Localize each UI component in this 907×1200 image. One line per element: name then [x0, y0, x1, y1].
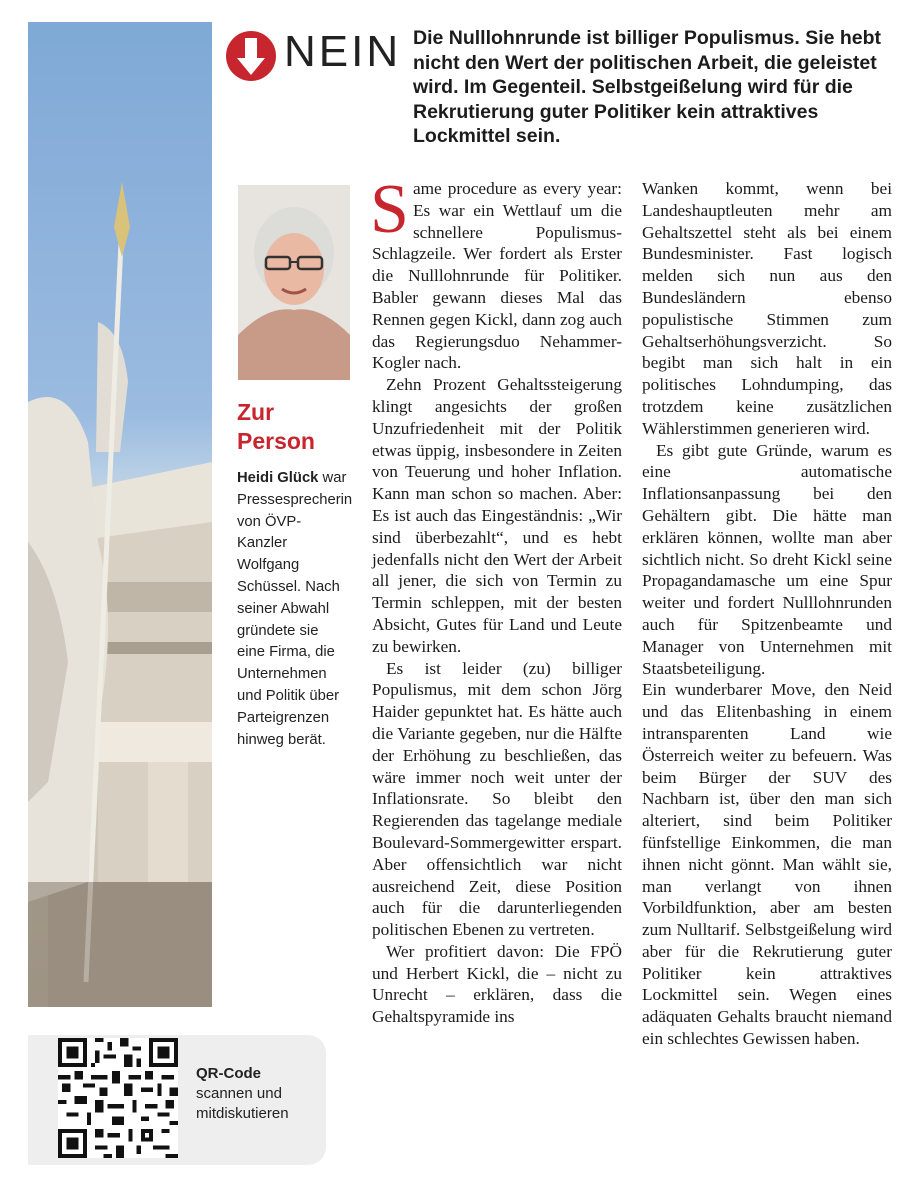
qr-caption	[196, 1064, 289, 1124]
article-paragraph: Ein wunderbarer Move, den Neid und das Elitenbashing in einem intransparenten Land wie Österreich weiter zu befeuern. Was beim Bürger der SUV des Nachbarn ist, über den man sich alteriert, sind beim Politiker fünfstellige Einkommen, die man ihnen nicht gönnt. Man wählt sie, man verlangt von ihnen Vorbildfunktion, aber am besten zum Nulltarif. Selbstgeißelung wird aber für die Rekrutierung guter Politiker kein attraktives Lockmittel sein. Wegen eines adäquaten Gehalts braucht niemand ein schlechtes Gewissen haben.	[642, 680, 892, 1049]
thumbs-down-arrow-icon	[225, 30, 277, 82]
qr-line2: mitdiskutieren	[196, 1105, 289, 1122]
profile-bio	[237, 468, 353, 751]
profile-title-line1: Zur	[237, 399, 275, 425]
article-paragraph: Wanken kommt, wenn bei Landeshauptleuten mehr am Gehaltszettel steht als bei einem Bundesminister. Fast logisch melden sich nun aus den Bundesländern ebenso populistische Stimmen zum Gehaltserhöhungsverzicht. So begibt man sich halt in ein politisches Lohndumping, das trotzdem keine zusätzlichen Wählerstimmen generieren wird.	[642, 179, 892, 438]
statue-photo	[28, 22, 212, 1007]
qr-line1: scannen und	[196, 1085, 282, 1102]
profile-title-line2: Person	[237, 428, 315, 454]
author-bio: war Pressesprecherin von ÖVP-Kanzler Wolfgang Schüssel. Nach seiner Abwahl gründete sie eine Firma, die Unternehmen und Politik über Parteigrenzen hinweg berät.	[237, 470, 353, 748]
article-paragraph	[370, 171, 622, 374]
author-portrait	[238, 185, 350, 380]
qr-title: QR-Code	[196, 1065, 261, 1082]
article-paragraph-text: ame procedure as every year: Es war ein Wettlauf um die schnellere Populismus-Schlagzeile. Wer fordert als Erster die Nulllohnrunde für Politiker. Babler gewann dieses Mal das Rennen gegen Kickl, dann zog auch das Regierungsduo Nehammer-Kogler nach.	[372, 179, 622, 373]
profile-title	[237, 398, 315, 456]
author-name: Heidi Glück	[237, 470, 319, 486]
article-paragraph: Es gibt gute Gründe, warum es eine automatische Inflationsanpassung bei den Gehältern gibt. Die hätte man erklären können, wollte man aber sichtlich nicht. So dreht Kickl seine Propagandamasche um eine Spur weiter und fordert Nulllohnrunden auch für Spitzenbeamte und Manager von Unternehmen mit Staatsbeteiligung.	[642, 440, 892, 678]
dropcap: S	[370, 171, 409, 248]
article-paragraph: Wer profitiert davon: Die FPÖ und Herbert Kickl, die – nicht zu Unrecht – erklären, dass die Gehaltspyramide ins	[372, 941, 622, 1027]
article-paragraph: Es ist leider (zu) billiger Populismus, mit dem schon Jörg Haider gepunktet hat. Es hätte auch die Variante gegeben, nur die Hälfte der Erhöhung zu beschließen, das wäre immer noch weit unter der Inflationsrate. So bleibt den Regierenden das tagelange mediale Boulevard-Sommergewitter erspart. Aber offensichtlich war nicht ausreichend Zeit, diese Position auch für die darunterliegenden politischen Ebenen zu vertreten.	[372, 658, 622, 940]
article-column-1	[370, 171, 622, 1028]
nein-label: NEIN	[284, 27, 402, 76]
article-paragraph: Zehn Prozent Gehaltssteigerung klingt angesichts der großen Unzufriedenheit mit der Politik etwas üppig, insbesondere in Zeiten von Teuerung und hoher Inflation. Kann man schon so machen. Aber: Es ist auch das Eingeständnis: „Wir sind überbezahlt“, und es hebt jedenfalls nicht den Wert der Arbeit all jener, die sich von Termin zu Termin schleppen, mit der besten Absicht, Gutes für Land und Leute zu bewirken.	[372, 375, 622, 656]
article-column-2	[642, 178, 892, 1050]
qr-code-icon[interactable]	[58, 1038, 178, 1158]
headline: Die Nulllohnrunde ist billiger Populismus. Sie hebt nicht den Wert der politischen Arbeit, die geleistet wird. Im Gegenteil. Selbstgeißelung wird für die Rekrutierung guter Politiker kein attraktives Lockmittel sein.	[413, 27, 882, 147]
